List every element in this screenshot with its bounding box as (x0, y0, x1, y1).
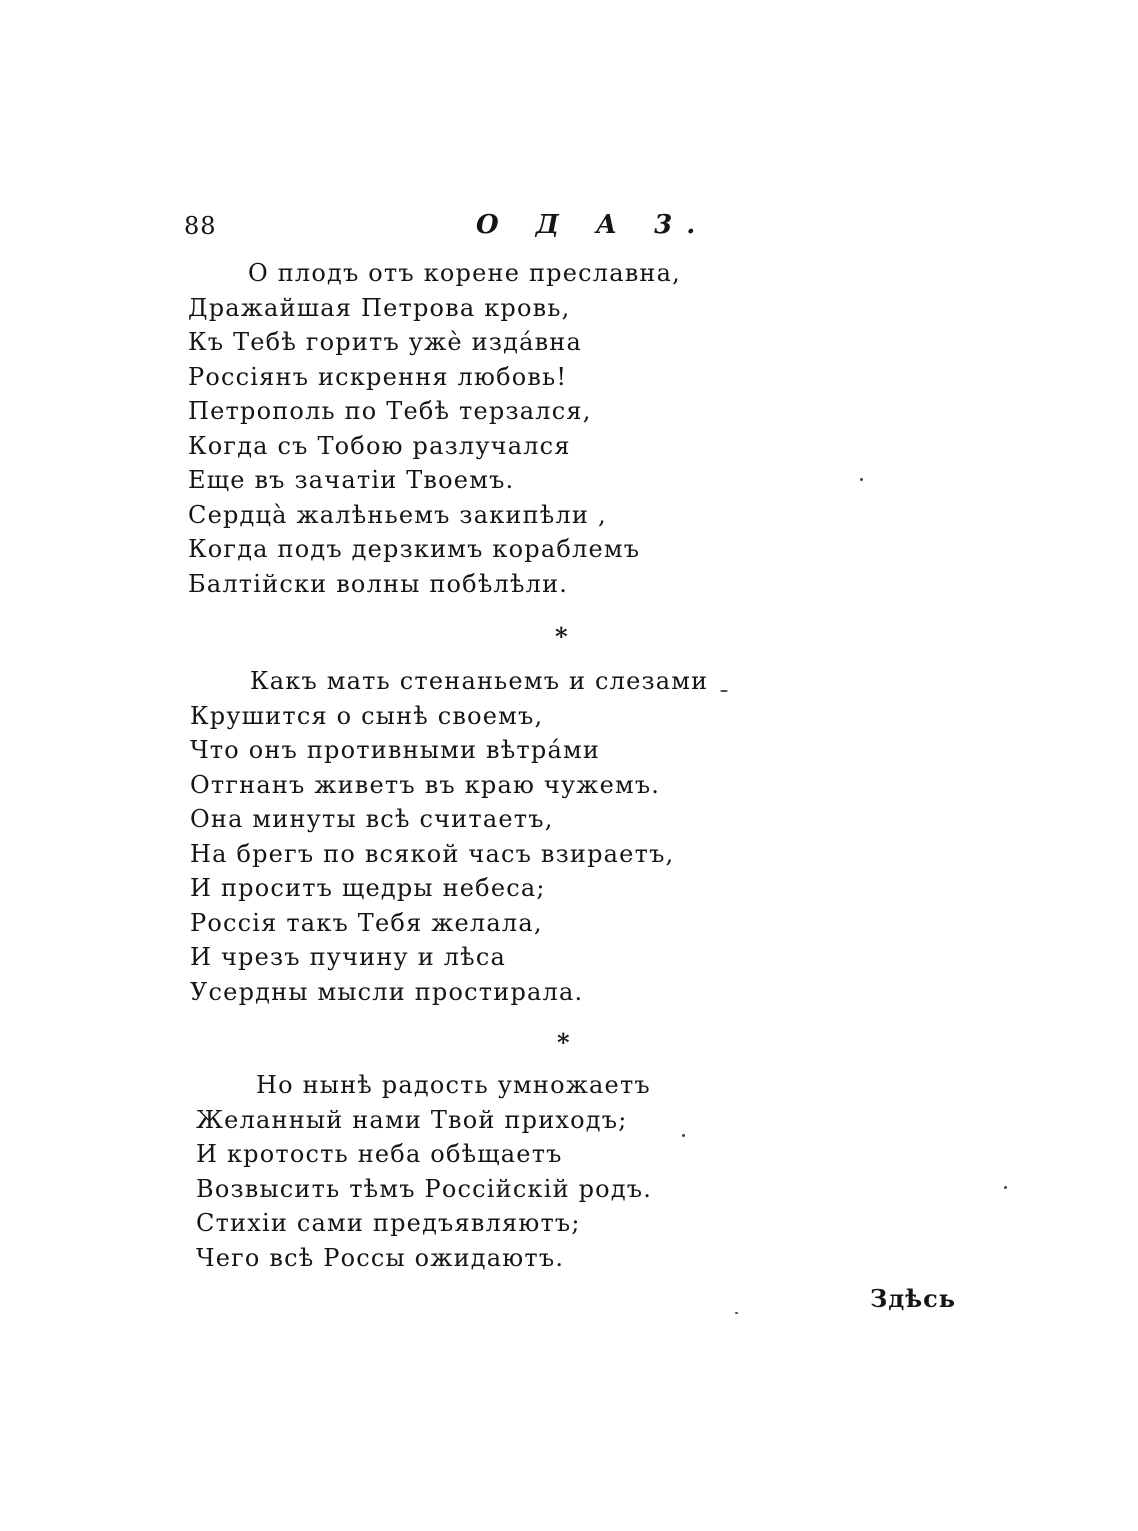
print-speck (1004, 1186, 1007, 1189)
verse-line: Когда съ Тобою разлучался (188, 431, 571, 460)
verse-line: Россiя такъ Тебя желала, (190, 908, 543, 937)
verse-line: Дражайшая Петрова кровь, (188, 293, 571, 322)
verse-line: Какъ мать стенаньемъ и слезами (250, 667, 709, 695)
verse-line: Къ Тебѣ горитъ ужѐ издáвна (188, 328, 583, 356)
verse-line: Россiянъ искрення любовь! (188, 362, 568, 391)
verse-line: Отгнанъ живетъ въ краю чужемъ. (190, 770, 661, 799)
verse-line: Когда подъ дерзкимъ кораблемъ (188, 535, 641, 563)
verse-line: Усердны мысли простирала. (190, 977, 584, 1006)
verse-line: И кротость неба обѣщаетъ (196, 1140, 563, 1168)
verse-line: Желанный нами Твой приходъ; (196, 1105, 628, 1134)
print-speck (735, 1312, 738, 1314)
verse-line: Еще въ зачатiи Твоемъ. (188, 466, 515, 494)
verse-line: Возвысить тѣмъ Россiйскiй родъ. (196, 1174, 653, 1203)
verse-line: На брегъ по всякой часъ взираетъ, (190, 839, 675, 868)
verse-line: Крушится о сынѣ своемъ, (190, 701, 544, 730)
running-title: О Д А 3. (476, 210, 710, 240)
stanza-separator: * (555, 622, 568, 651)
print-speck (682, 1134, 685, 1137)
verse-line: Чего всѣ Россы ожидаютъ. (196, 1243, 565, 1272)
verse-line: И чрезъ пучину и лѣса (190, 943, 507, 971)
stanza-1 (188, 256, 748, 601)
verse-line: Балтiйски волны побѣлѣли. (188, 569, 569, 598)
verse-line: Что онъ противными вѣтрáми (190, 736, 601, 764)
catchword: Здѣсь (870, 1284, 957, 1313)
verse-line: И проситъ щедры небеса; (190, 874, 546, 902)
page-number: 88 (184, 212, 217, 240)
stanza-2 (190, 664, 750, 1009)
verse-line: Она минуты всѣ считаетъ, (190, 805, 554, 833)
verse-line: Петрополь по Тебѣ терзался, (188, 397, 592, 425)
verse-line: Стихiи сами предъявляютъ; (196, 1209, 581, 1237)
print-speck (860, 478, 863, 481)
verse-line: Но нынѣ радость умножаетъ (256, 1071, 651, 1099)
stanza-separator: * (557, 1028, 570, 1057)
verse-line: О плодъ отъ корене преславна, (248, 259, 681, 287)
verse-line: Сердцà жалѣньемъ закипѣли , (188, 500, 607, 529)
stanza-3 (196, 1068, 756, 1275)
print-speck (720, 690, 728, 692)
